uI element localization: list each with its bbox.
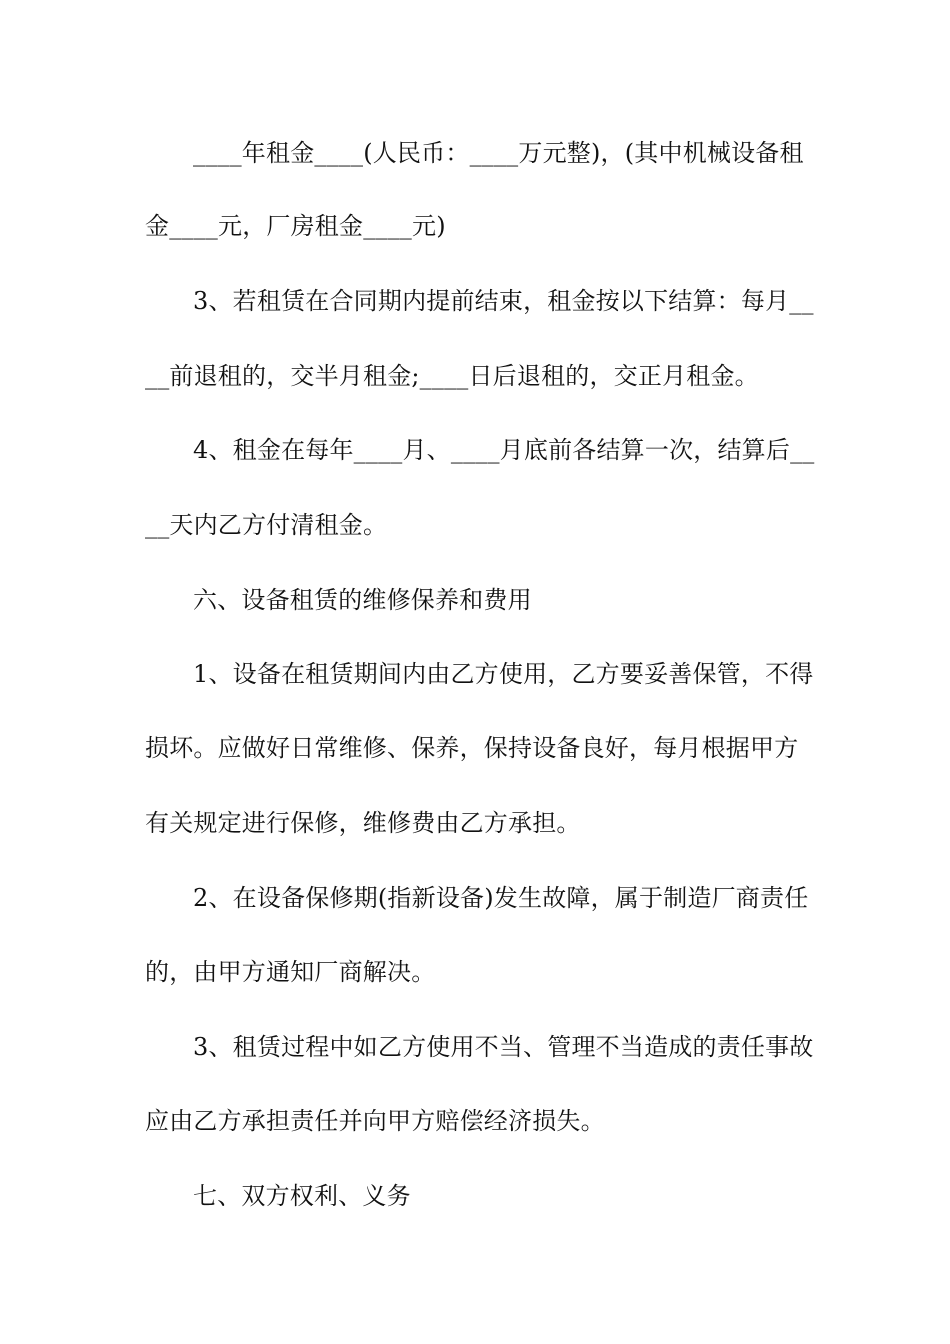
body-text-line: 2、在设备保修期(指新设备)发生故障，属于制造厂商责任 xyxy=(193,884,809,912)
body-text-line: 1、设备在租赁期间内由乙方使用，乙方要妥善保管，不得 xyxy=(193,660,814,688)
body-text-line: 的，由甲方通知厂商解决。 xyxy=(145,958,436,986)
body-text-line: __天内乙方付清租金。 xyxy=(145,511,388,539)
body-text-line: __前退租的，交半月租金;____日后退租的，交正月租金。 xyxy=(145,362,759,390)
body-text-line: 金____元，厂房租金____元) xyxy=(145,212,446,240)
section-heading: 七、双方权利、义务 xyxy=(193,1182,411,1210)
body-text-line: 3、租赁过程中如乙方使用不当、管理不当造成的责任事故 xyxy=(193,1033,814,1061)
body-text-line: 应由乙方承担责任并向甲方赔偿经济损失。 xyxy=(145,1107,605,1135)
body-text-line: 损坏。应做好日常维修、保养，保持设备良好，每月根据甲方 xyxy=(145,734,799,762)
body-text-line: ____年租金____(人民币：____万元整)，(其中机械设备租 xyxy=(193,139,804,167)
body-text-line: 有关规定进行保修，维修费由乙方承担。 xyxy=(145,809,581,837)
section-heading: 六、设备租赁的维修保养和费用 xyxy=(193,586,532,614)
body-text-line: 3、若租赁在合同期内提前结束，租金按以下结算：每月__ xyxy=(193,287,814,315)
body-text-line: 4、租金在每年____月、____月底前各结算一次，结算后__ xyxy=(193,436,815,464)
